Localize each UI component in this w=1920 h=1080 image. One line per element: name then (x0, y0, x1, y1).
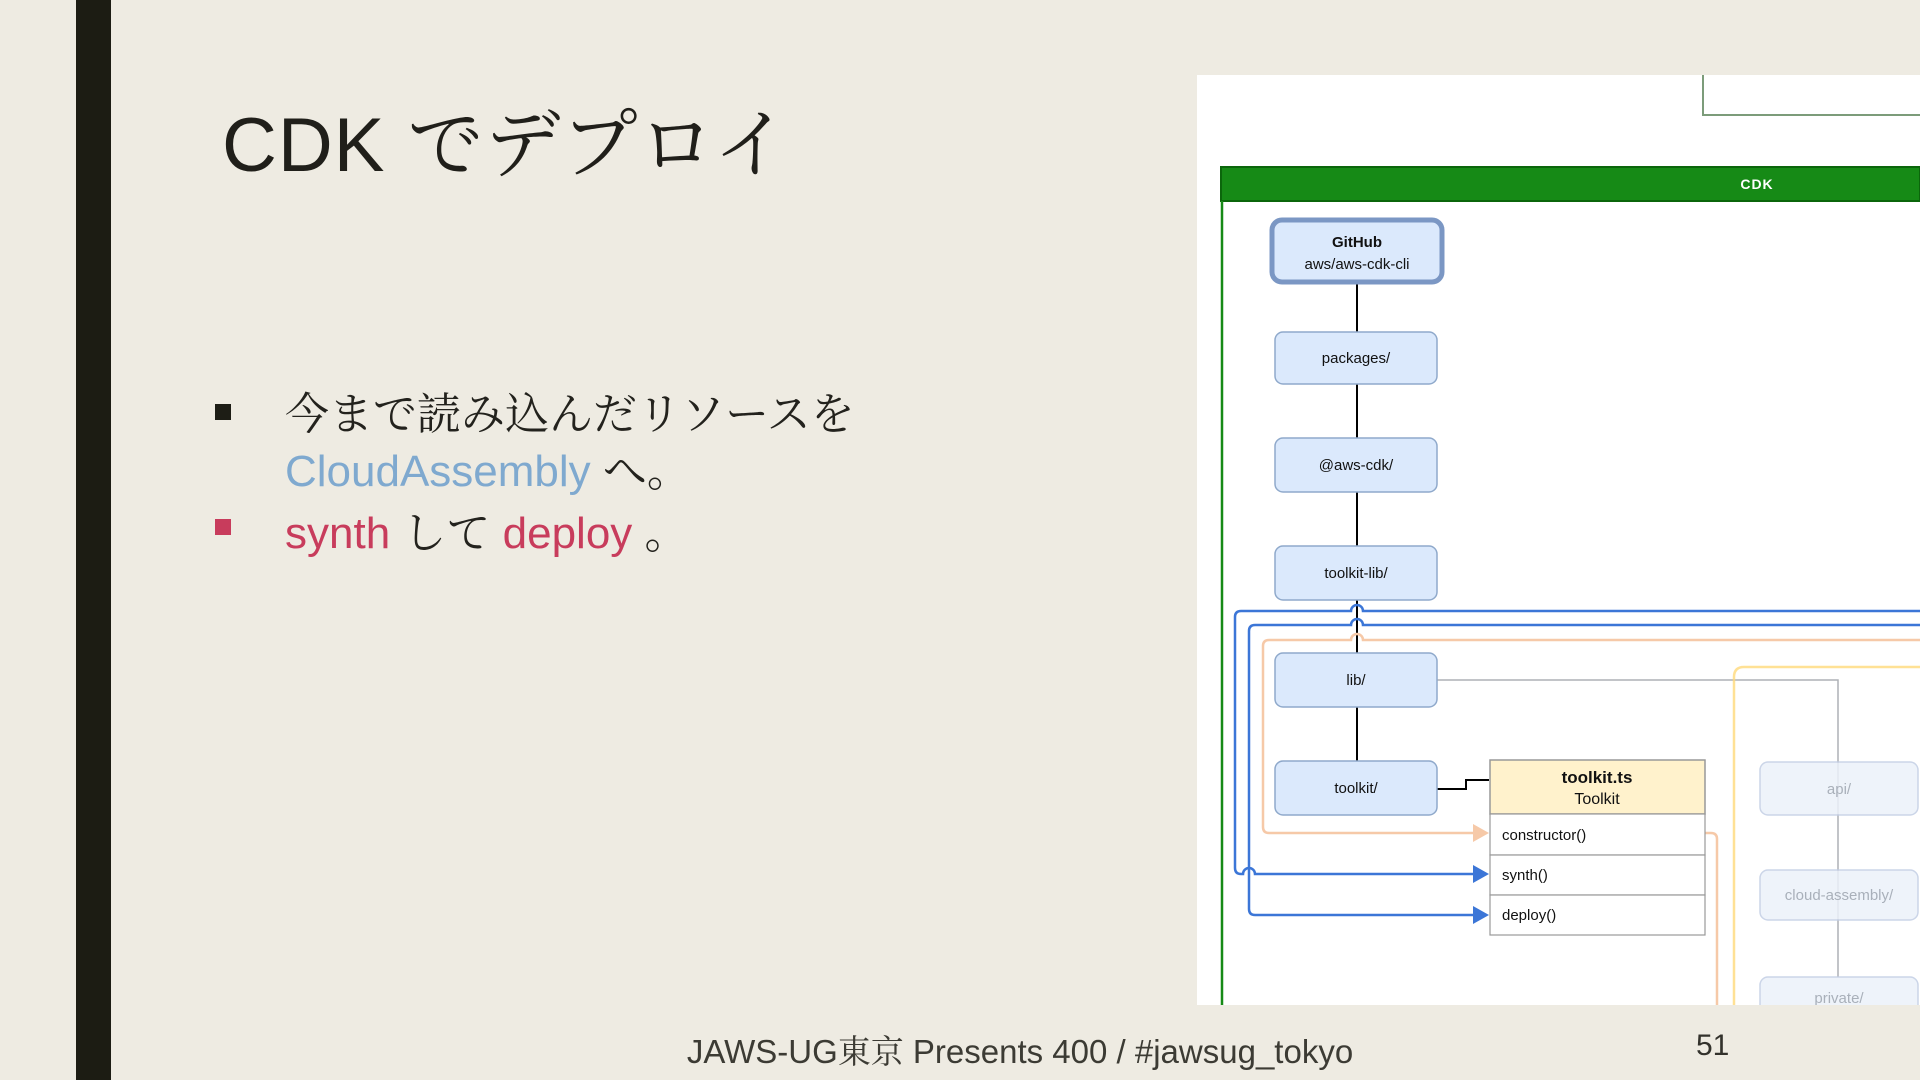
toolkit-lib-node-label: toolkit-lib/ (1324, 565, 1388, 582)
api-node (1760, 762, 1918, 815)
page-number: 51 (1696, 1029, 1730, 1062)
aws-cdk-node (1275, 438, 1437, 492)
class-classname: Toolkit (1574, 791, 1620, 808)
diagram-svg (1197, 75, 1920, 1005)
github-node-title: GitHub (1332, 234, 1382, 251)
github-node (1272, 220, 1442, 282)
bullet-2-line (285, 497, 689, 561)
packages-node (1275, 332, 1437, 384)
bullet-1-line-2-tail: へ。 (590, 447, 691, 496)
lib-node-label: lib/ (1346, 672, 1366, 689)
synth-method-label: synth() (1502, 867, 1548, 884)
bullet-1-line-1: 今まで読み込んだリソースを (285, 390, 855, 439)
deploy-arrowhead-icon (1473, 906, 1489, 924)
toolkit-lib-node (1275, 546, 1437, 600)
synth-arrowhead-icon (1473, 865, 1489, 883)
cdk-architecture-diagram (1197, 75, 1920, 1005)
cloud-assembly-node-label: cloud-assembly/ (1784, 887, 1894, 904)
bullet-1-line-2 (285, 435, 691, 499)
bullet-2-middle: して (390, 509, 503, 558)
deploy-keyword: deploy (502, 509, 633, 558)
toolkit-node-label: toolkit/ (1334, 780, 1378, 797)
api-node-label: api/ (1826, 781, 1852, 798)
class-filename: toolkit.ts (1561, 768, 1633, 787)
toolkit-node (1275, 761, 1437, 815)
cdk-container-header (1221, 167, 1920, 201)
private-node-label: private/ (1814, 990, 1864, 1005)
constructor-out-line (1705, 833, 1717, 1005)
faded-yellow-container (1734, 667, 1920, 1005)
toolkit-to-class-connector (1437, 780, 1489, 789)
github-node-subtitle: aws/aws-cdk-cli (1304, 256, 1410, 273)
clipped-top-right-box (1703, 75, 1920, 115)
constructor-method-label: constructor() (1502, 827, 1587, 844)
constructor-arrowhead-icon (1473, 824, 1489, 842)
cloud-assembly-node (1760, 870, 1918, 920)
left-accent-bar (76, 0, 111, 1080)
slide-title: CDK でデプロイ (222, 103, 791, 188)
cloud-assembly-keyword: CloudAssembly (285, 447, 591, 496)
cdk-container-label: CDK (1740, 176, 1774, 192)
deploy-method-label: deploy() (1502, 907, 1557, 924)
lib-node (1275, 653, 1437, 707)
bullet-square-icon (215, 404, 231, 420)
footer-text: JAWS-UG東京 Presents 400 / #jawsug_tokyo (686, 1033, 1354, 1070)
synth-keyword: synth (285, 509, 391, 558)
toolkit-class-box (1490, 760, 1705, 935)
bullet-square-icon (215, 519, 231, 535)
packages-node-label: packages/ (1321, 350, 1391, 367)
aws-cdk-node-label: @aws-cdk/ (1318, 457, 1394, 474)
bullet-2-tail: 。 (632, 509, 689, 558)
private-node (1760, 977, 1918, 1005)
